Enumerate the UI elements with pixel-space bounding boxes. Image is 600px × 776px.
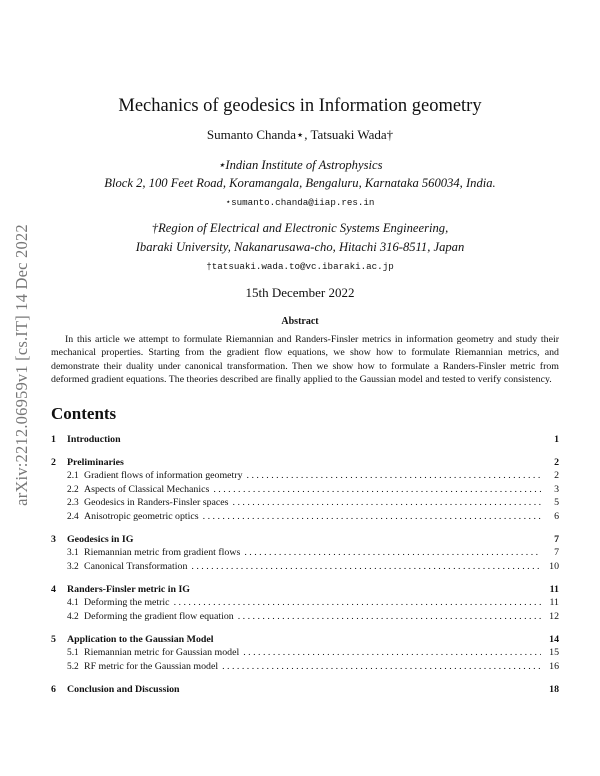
toc-leader-dots [243, 646, 541, 659]
toc-leader-dots [213, 483, 541, 496]
toc-subsection-label[interactable]: Deforming the gradient flow equation [84, 610, 234, 622]
toc-section-label[interactable]: Geodesics in IG [67, 534, 134, 545]
toc-subsection-5.1[interactable] [51, 646, 559, 660]
affiliation-2-address: Ibaraki University, Nakanarusawa-cho, Hitachi 316-8511, Japan [135, 240, 465, 254]
toc-section-page[interactable]: 18 [549, 684, 559, 695]
affiliation-1-name: ⋆Indian Institute of Astrophysics [217, 158, 383, 172]
toc-leader-dots [244, 546, 541, 559]
toc-subsection-2.2[interactable] [51, 483, 559, 497]
abstract-heading: Abstract [281, 316, 319, 327]
toc-section-page[interactable]: 1 [554, 434, 559, 445]
toc-section-2[interactable] [51, 456, 559, 469]
toc-section-page[interactable]: 2 [554, 457, 559, 468]
author-1-email: ⋆sumanto.chanda@iiap.res.in [225, 197, 375, 208]
toc-subsection-label[interactable]: Aspects of Classical Mechanics [84, 483, 210, 495]
toc-section-4[interactable] [51, 583, 559, 596]
toc-subsection-page[interactable]: 12 [549, 610, 559, 622]
toc-section-3[interactable] [51, 533, 559, 546]
toc-subsection-number: 2.2 [67, 484, 79, 495]
toc-subsection-2.3[interactable] [51, 496, 559, 510]
toc-subsection-number: 3.1 [67, 548, 79, 558]
affiliation-1-address: Block 2, 100 Feet Road, Koramangala, Bengaluru, Karnataka 560034, India. [104, 176, 496, 190]
toc-leader-dots [233, 496, 541, 509]
toc-section-label[interactable]: Application to the Gaussian Model [67, 634, 214, 645]
toc-section-1[interactable] [51, 433, 559, 446]
toc-leader-dots [238, 610, 541, 623]
toc-subsection-label[interactable]: Canonical Transformation [84, 560, 188, 572]
toc-subsection-page[interactable]: 10 [549, 560, 559, 572]
toc-section-number: 3 [51, 534, 56, 545]
toc-section-label[interactable]: Conclusion and Discussion [67, 684, 180, 695]
toc-subsection-label[interactable]: Geodesics in Randers-Finsler spaces [84, 497, 229, 508]
toc-subsection-number: 2.4 [67, 511, 79, 522]
toc-subsection-page[interactable]: 15 [549, 647, 559, 658]
toc-subsection-number: 4.2 [67, 611, 79, 622]
toc-subsection-label[interactable]: RF metric for the Gaussian model [84, 660, 219, 672]
toc-leader-dots [222, 660, 541, 673]
toc-section-page[interactable]: 14 [549, 634, 559, 645]
author-2-email: †tatsuaki.wada.to@vc.ibaraki.ac.jp [206, 261, 394, 272]
toc-subsection-label[interactable]: Anisotropic geometric optics [84, 510, 199, 522]
toc-subsection-page[interactable]: 6 [554, 510, 559, 522]
toc-section-6[interactable] [51, 683, 559, 696]
toc-section-page[interactable]: 11 [549, 584, 559, 595]
toc-section-number: 4 [51, 584, 56, 595]
toc-leader-dots [174, 596, 541, 609]
toc-subsection-page[interactable]: 3 [554, 483, 559, 495]
toc-subsection-4.2[interactable] [51, 610, 559, 624]
arxiv-stamp-text: arXiv:2212.06959v1 [cs.IT] 14 Dec 2022 [12, 224, 31, 506]
toc-subsection-2.1[interactable] [51, 469, 559, 483]
toc-section-page[interactable]: 7 [554, 534, 559, 545]
toc-section-label[interactable]: Randers-Finsler metric in IG [67, 584, 190, 595]
toc-section-number: 6 [51, 684, 56, 695]
toc-section-label[interactable]: Preliminaries [67, 457, 124, 468]
paper-date: 15th December 2022 [245, 285, 355, 300]
toc-subsection-3.2[interactable] [51, 560, 559, 574]
toc-section-number: 2 [51, 457, 56, 468]
toc-subsection-number: 2.1 [67, 471, 79, 481]
toc-subsection-4.1[interactable] [51, 596, 559, 610]
abstract-text: In this article we attempt to formulate Riemannian and Randers-Finsler metrics in information geometry and study their mechanical properties. Starting from the gradient flow equations, we show how to formulate Riemannian metrics, and demonstrate their duality under canonical transformation. Then we show how to formulate a Randers-Finsler metric from deformed gradient equations. The theories described are finally applied to the Gaussian model and tested to verify consistency. [51, 334, 559, 385]
toc-subsection-2.4[interactable] [51, 510, 559, 524]
toc-subsection-number: 2.3 [67, 498, 79, 508]
toc-subsection-number: 5.2 [67, 661, 79, 672]
toc-subsection-page[interactable]: 2 [554, 470, 559, 481]
toc-subsection-page[interactable]: 7 [554, 547, 559, 558]
paper-authors: Sumanto Chanda⋆, Tatsuaki Wada† [206, 127, 394, 142]
affiliation-2-name: †Region of Electrical and Electronic Systems Engineering, [151, 221, 449, 235]
toc-subsection-page[interactable]: 11 [549, 597, 559, 608]
toc-subsection-label[interactable]: Riemannian metric from gradient flows [84, 547, 241, 558]
toc-section-5[interactable] [51, 633, 559, 646]
toc-section-label[interactable]: Introduction [67, 434, 121, 445]
toc-subsection-label[interactable]: Gradient flows of information geometry [84, 470, 243, 481]
toc-subsection-number: 5.1 [67, 648, 79, 658]
toc-leader-dots [247, 469, 541, 482]
toc-subsection-label[interactable]: Deforming the metric [84, 597, 170, 608]
toc-section-number: 1 [51, 434, 56, 445]
toc-section-number: 5 [51, 634, 56, 645]
toc-subsection-5.2[interactable] [51, 660, 559, 674]
toc-leader-dots [191, 560, 541, 573]
toc-subsection-number: 4.1 [67, 598, 79, 608]
toc-subsection-3.1[interactable] [51, 546, 559, 560]
toc-subsection-number: 3.2 [67, 561, 79, 572]
toc-leader-dots [203, 510, 541, 523]
table-of-contents [51, 433, 559, 696]
toc-subsection-page[interactable]: 5 [554, 497, 559, 508]
contents-heading: Contents [51, 404, 117, 423]
toc-subsection-label[interactable]: Riemannian metric for Gaussian model [84, 647, 240, 658]
paper-title: Mechanics of geodesics in Information geometry [118, 96, 482, 116]
toc-subsection-page[interactable]: 16 [549, 660, 559, 672]
